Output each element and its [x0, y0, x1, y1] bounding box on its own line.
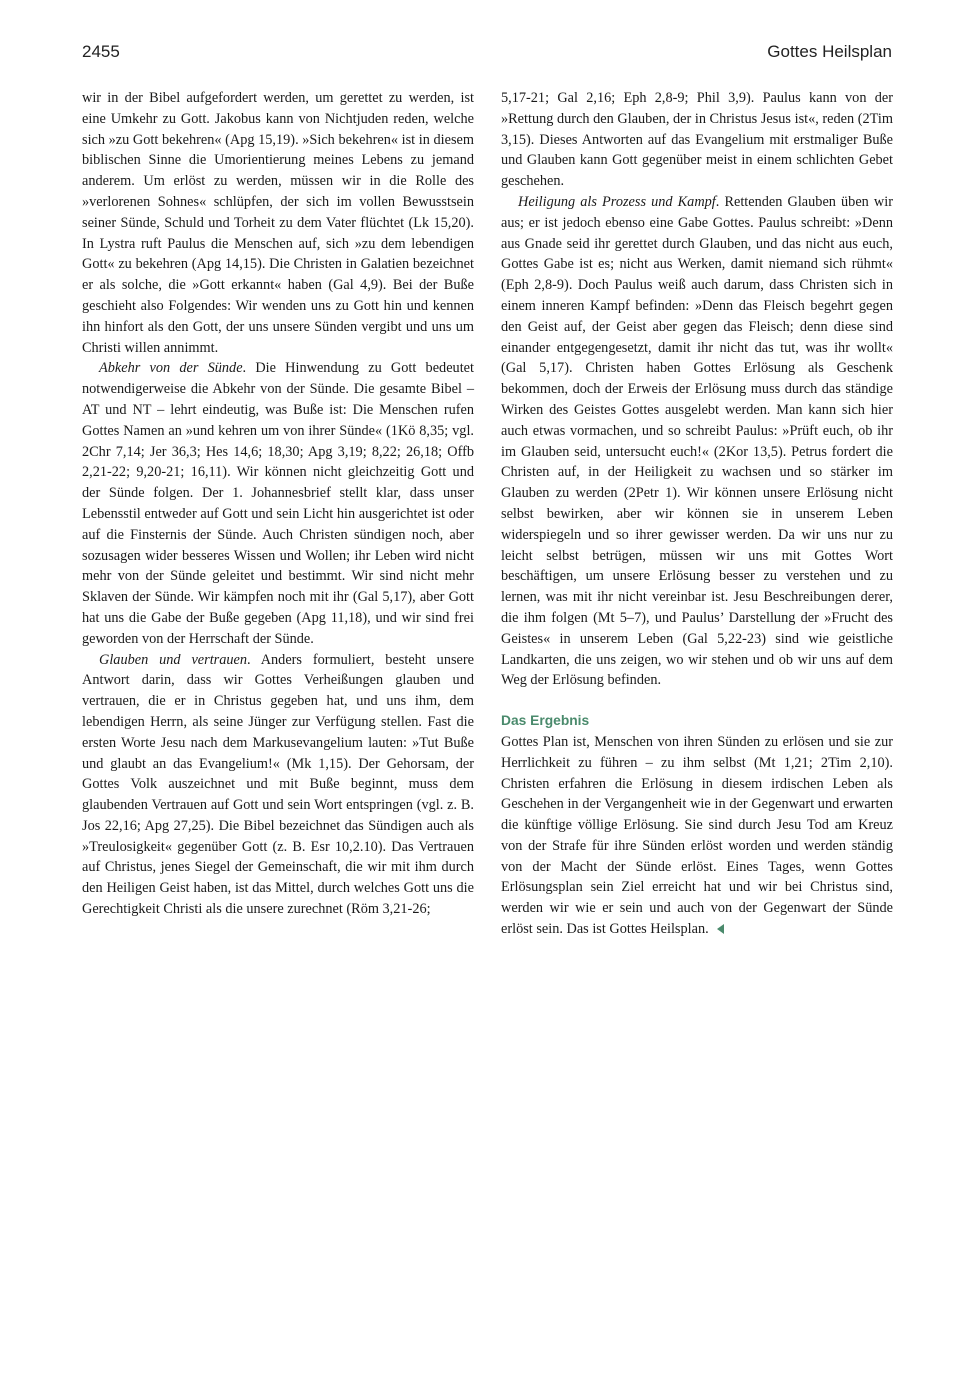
paragraph-glauben	[82, 650, 474, 920]
run-in-heading-glauben: Glauben und vertrauen	[99, 651, 248, 668]
paragraph-ergebnis	[501, 732, 893, 940]
paragraph-ergebnis-text: Gottes Plan ist, Menschen von ihren Sünden zu erlösen und sie zur Herrlichkeit zu führen – zu ihm selbst (Mt 1,21; 2Tim 2,10). Christen erfahren die Erlösung in diesem irdischen Leben als Geschehen in der Vergangenheit wie in der Gegenwart und erwarten die künftige völlige Erlösung. Sie sind durch Jesu Tod am Kreuz von der Strafe für ihre Sünden erlöst worden und werden ständig von der Macht der Sünde erlöst. Eines Tages, wenn Gottes Erlösungsplan sein Ziel erreicht hat und wir bei Christus sind, werden wir wie er sein und auch von der Gegenwart der Sünde erlöst sein. Das ist Gottes Heilsplan.	[501, 733, 893, 938]
page-number: 2455	[82, 42, 120, 61]
section-heading-ergebnis: Das Ergebnis	[501, 713, 590, 729]
running-head: Gottes Heilsplan	[767, 42, 892, 61]
run-in-heading-abkehr: Abkehr von der Sünde	[99, 360, 243, 377]
paragraph-heiligung	[501, 192, 893, 691]
right-column	[501, 88, 893, 940]
paragraph-glauben-text: . Anders formuliert, besteht unsere Antwort darin, dass wir Gottes Verheißungen glauben und vertrauen, die er in Christus gegeben hat, und uns ihm, dem lebendigen Herrn, als seine Jünger zur Verfügung stellen. Fast die ersten Worte Jesu nach dem Markusevangelium lauten: »Tut Buße und glaubt an das Evangelium!« (Mk 1,15). Der Gehorsam, der Gottes Volk auszeichnet und mit Buße beginnt, muss dem glaubenden Vertrauen auf Gott und sein Wort entspringen (vgl. z. B. Jos 22,16; Apg 27,25). Die Bibel bezeichnet das Sündigen auch als »Treulosigkeit« gegenüber Gott (z. B. Esr 10,2.10). Das Vertrauen auf Christus, jenes Siegel der Gemeinschaft, die wir mit ihm durch den Heiligen Geist haben, ist das Mittel, durch welches Gott uns die Gerechtigkeit Christi als die unsere zurechnet (Röm 3,21-26;	[82, 651, 474, 918]
left-triangle-icon	[717, 924, 724, 934]
paragraph-abkehr-text: . Die Hinwendung zu Gott bedeutet notwendigerweise die Abkehr von der Sünde. Die gesamte Bibel – AT und NT – lehrt eindeutig, was Buße ist: Die Menschen rufen Gottes Namen an »und kehren um von ihrer Sünde« (1Kö 8,35; vgl. 2Chr 7,14; Jer 36,3; Hes 14,6; 18,30; Apg 3,19; 8,22; 26,18; Offb 2,21-22; 9,20-21; 16,11). Wir können nicht gleichzeitig Gott und der Sünde folgen. Der 1. Johannesbrief stellt klar, dass unser Lebensstil entweder auf Gott und sein Licht hin ausgerichtet ist oder auf die Finsternis der Sünde. Auch Christen sündigen noch, aber sozusagen wider besseres Wissen und Wollen; ihr Leben wird nicht mehr von der Sünde geleitet und bestimmt. Wir sind nicht mehr Sklaven der Sünde. Wir kämpfen noch mit ihr (Gal 5,17), aber Gott hat uns die Gabe der Buße gegeben (Apg 11,18), und wir sind frei geworden von der Herrschaft der Sünde.	[82, 360, 474, 647]
paragraph-heiligung-text: . Rettenden Glauben üben wir aus; er ist jedoch ebenso eine Gabe Gottes. Paulus schreibt: »Denn aus Gnade seid ihr gerettet durch Glauben, und das nicht aus euch, Gottes Gabe ist es; nicht aus Werken, damit niemand sich rühmt« (Eph 2,8-9). Doch Paulus weiß auch darum, dass Christen sich in einem inneren Kampf befinden: »Denn das Fleisch begehrt gegen den Geist auf, der Geist aber gegen das Fleisch; denn diese sind einander entgegengesetzt, damit ihr nicht das tut, was ihr wollt« (Gal 5,17). Christen haben Gottes Erlösung als Geschenk bekommen, doch der Erweis der Erlösung muss durch das ständige Wirken des Geistes Gottes ausgelebt werden. Man kann sich hier auch etwas vormachen, und so schreibt Paulus: »Prüft euch, ob ihr im Glauben seid, untersucht euch!« (2Kor 13,5). Petrus fordert die Christen auf, in der Heiligkeit zu wachsen und so stärker im Glauben zu werden (2Petr 1). Wir können unsere Erlösung nicht selbst bewirken, aber wir können sie in unserem Leben widerspiegeln und so ihrer gewisser werden. Da wir uns nur zu leicht selbst betrügen, müssen wir uns mit Gottes Wort beschäftigen, um unsere Erlösung besser zu verstehen und zu lernen, was mit ihr nicht vereinbar ist. Jesu Beschreibungen derer, die ihm folgen (Mt 5–7), und Paulus’ Darstellung der »Frucht des Geistes« in unserem Leben (Gal 5,22-23) sind wie geistliche Landkarten, die uns zeigen, wo wir stehen und ob wir uns auf dem Weg der Erlösung befinden.	[501, 193, 893, 689]
left-column	[82, 88, 474, 920]
paragraph-umkehr: wir in der Bibel aufgefordert werden, um gerettet zu werden, ist eine Umkehr zu Gott. Jakobus kann von Nichtjuden reden, welche sich »zu Gott bekehren« (Apg 15,19). »Sich bekehren« ist in diesem biblischen Sinne die Umorientierung meines Lebens zu jemand anderem. Um erlöst zu werden, müssen wir in die Rolle des »verlorenen Sohnes« schlüpfen, der sich im vollen Bewusstsein seiner Sünde, Schuld und Torheit zu dem Vater flüchtet (Lk 15,20). In Lystra ruft Paulus die Menschen auf, sich »zu dem lebendigen Gott« zu bekehren (Apg 14,15). Die Christen in Galatien bezeichnet er als solche, die »Gott erkannt« haben (Gal 4,9). Bei der Buße geschieht also Folgendes: Wir wenden uns zu Gott hin und kennen ihn hinfort als den Gott, der uns unsere Sünden vergibt und uns um Christi willen annimmt.	[82, 90, 474, 356]
run-in-heading-heiligung: Heiligung als Prozess und Kampf	[518, 193, 716, 210]
paragraph-abkehr	[82, 358, 474, 649]
paragraph-continuation: 5,17-21; Gal 2,16; Eph 2,8-9; Phil 3,9). Paulus kann von der »Rettung durch den Glauben, der in Christus Jesus ist«, reden (2Tim 3,15). Dieses Antworten auf das Evangelium mit erstmaliger Buße und Glauben kann Gott gegenüber meist in einem schlichten Gebet geschehen.	[501, 90, 893, 190]
